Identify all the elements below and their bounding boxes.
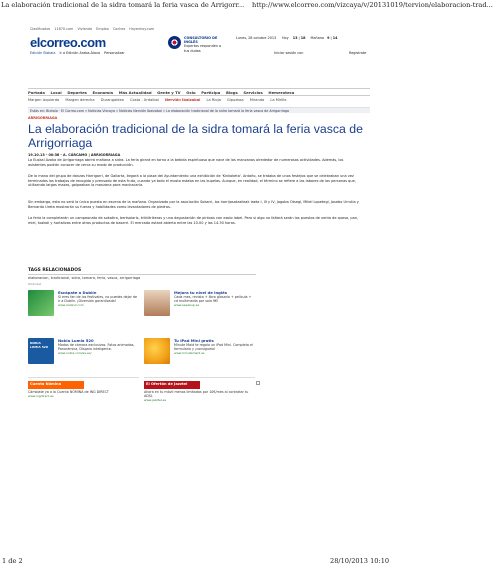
ad-url[interactable]: www.nokia.com/es-es/ bbox=[58, 351, 92, 356]
article-paragraph-1: De la mano del grupo de danzas Harrigorri, de Gallarta, llegará a la plaza del Ayuntamiento una exhibición de 'Kinkoketa'. Antaño, se trataba de unos festejos que se celebraban una vez terminados los trabajos de recogida y prensado de esta fruta, cuando ya todo el mosto estaba en las kupelas. Aunque, en realidad, el término se refiere a las labores de las personas que, utilizando largas mazas, golpeaban la manzana para machacarla. bbox=[28, 174, 356, 187]
uk-flag-icon bbox=[168, 36, 181, 49]
ad-thumb bbox=[28, 290, 54, 316]
weather-tomorrow-label: Mañana bbox=[310, 36, 325, 40]
ad-nokia[interactable] bbox=[28, 338, 139, 370]
print-header bbox=[0, 0, 493, 14]
topnav-link[interactable]: Vivienda bbox=[77, 27, 93, 31]
weather-widget[interactable]: Hoy 13 | 18 Mañana 9 | 14 bbox=[282, 36, 338, 40]
ad-desc: Minute Maid te regala un iPad Mini. Completa el formulario y ¡consíguelo! bbox=[174, 343, 253, 352]
page bbox=[28, 25, 370, 545]
nav-item[interactable]: Blogs bbox=[225, 90, 238, 96]
ad-banner bbox=[144, 381, 200, 389]
article-paragraph-2: Sin embargo, esta no será la única puesta en escena de la mañana. Organizado por la asociación Sokarri, los harrijasotzaileak Iaeta I, III y IV, Jagoba Otsegi, Mikel Lopetegi, Josebo Urrutia y Bernardo Ureta mostrarán su fuerza y habilidades como levantadores de piedras. bbox=[28, 200, 359, 209]
ad-url[interactable]: www.ingdirect.es bbox=[28, 394, 54, 399]
topnav-link[interactable]: Clasificados bbox=[30, 27, 51, 31]
subnav-item[interactable]: Costa - Urdaibai bbox=[130, 98, 159, 102]
topnav-link[interactable]: 11870.com bbox=[54, 27, 74, 31]
topnav-link[interactable]: Coches bbox=[112, 27, 126, 31]
nav-item[interactable]: Ocio bbox=[186, 90, 196, 96]
ad-url[interactable]: www.ireland.com bbox=[58, 303, 84, 308]
ad-desc: Modos de cámara exclusivos. Fotos animadas, Panorámica, Disparo inteligente. bbox=[58, 343, 135, 352]
print-page-number: 1 de 2 bbox=[2, 557, 23, 565]
weather-today-min: 13 bbox=[292, 36, 298, 40]
ad-title[interactable]: Mejora tu nivel de inglés bbox=[174, 290, 228, 295]
print-url: http://www.elcorreo.com/vizcaya/v/20131019/tervion/elaboracion-trad... bbox=[252, 1, 493, 9]
current-date: Lunes, 28 octubre 2013 bbox=[236, 36, 277, 40]
ad-title[interactable]: Tu iPad Mini gratis bbox=[174, 338, 214, 343]
ad-title[interactable]: El Ofertón de Jazztel bbox=[146, 381, 188, 386]
register-link[interactable]: Registrate bbox=[349, 51, 367, 55]
nav-item[interactable]: Participa bbox=[201, 90, 221, 96]
breadcrumb[interactable]: Estás en: Bizkaia · El Correo.com » Noticias Vizcaya » Noticias Nervión Ibaizabal » La elaboración tradicional de la sidra tomará la feria vasca de Arrigorriaga bbox=[28, 107, 370, 113]
ad-ipad[interactable] bbox=[144, 338, 255, 370]
subnav-item[interactable]: Durangaldea bbox=[100, 98, 124, 102]
promo-subtitle: Expertos responden a tus dudas bbox=[184, 44, 222, 53]
nav-item[interactable]: Economía bbox=[92, 90, 114, 96]
weather-today-label: Hoy bbox=[282, 36, 289, 40]
ad-jazztel[interactable] bbox=[144, 377, 255, 407]
ad-banner bbox=[28, 381, 84, 389]
subnav-item[interactable]: Margen izquierda bbox=[28, 98, 60, 102]
ad-speakup[interactable] bbox=[144, 290, 255, 322]
edition-bar bbox=[30, 51, 125, 55]
ad-title[interactable]: Nokia Lumia 520 bbox=[58, 338, 94, 343]
ads-label: Publicidad bbox=[28, 283, 42, 286]
tags-list[interactable]: elaboracion, tradicional, sidra, tomara, feria, vasca, arrigorriaga bbox=[28, 276, 141, 280]
tags-title: TAGS RELACIONADOS bbox=[28, 268, 256, 275]
nav-item[interactable]: Servicios bbox=[243, 90, 263, 96]
ad-thumb: NOKIA LUMIA 520 bbox=[28, 338, 54, 364]
promo-title: CONSULTORIO DE INGLÉS bbox=[184, 36, 218, 45]
weather-today-max: 18 bbox=[300, 36, 306, 40]
ad-desc: Cada mes, revista + libro glosario + película + cd multimedia por solo 9€! bbox=[174, 295, 252, 304]
article-paragraph-3: La feria la completarán un campeonato de sokatira, bertsolaris, triktitrikeras y una degustación de pintxos con exolo label. Pero si algo no faltará serán los puestos de venta de queso, pan, miel, txakoli y hortalizas entre otros productos de baserri. El mercado estará abierto entre las 10.00 y las 14.30 horas. bbox=[28, 216, 359, 225]
ad-url[interactable]: www.jazztel.es bbox=[144, 398, 167, 403]
subnav-item[interactable]: La Rioja bbox=[206, 98, 221, 102]
ad-ing[interactable] bbox=[28, 377, 139, 407]
section-tag[interactable]: ARRIGORRIAGA bbox=[28, 116, 58, 120]
print-title: La elaboración tradicional de la sidra tomará la feria vasca de Arrigorr... bbox=[1, 1, 245, 9]
topnav-link[interactable]: Empleo bbox=[96, 27, 109, 31]
ad-desc: Ahora en tu móvil menos limitados por 10€/mes al contratar tu ADSL bbox=[144, 390, 249, 399]
ad-body bbox=[58, 338, 139, 355]
weather-tomorrow-min: 9 bbox=[327, 36, 330, 40]
nav-item[interactable]: Hemeroteca bbox=[268, 90, 295, 96]
ad-thumb bbox=[144, 290, 170, 316]
ad-desc: Si eres fan de los festivales, no puedes dejar de ir a Dublín. ¡Diversión garantizada! bbox=[58, 295, 138, 304]
nav-item[interactable]: Portada bbox=[28, 90, 45, 96]
signin-link[interactable]: Iniciar sesión con bbox=[274, 51, 304, 55]
ad-body bbox=[144, 390, 255, 402]
ad-title[interactable]: Cuenta Nómina bbox=[30, 381, 62, 386]
subnav-item[interactable]: Miranda bbox=[249, 98, 265, 102]
subnav-item-active[interactable]: Nervión Ibaizabal bbox=[164, 98, 201, 102]
edition-switch-link[interactable]: Ir a Edición Araba-Álava bbox=[59, 51, 101, 55]
nav-item[interactable]: Más Actualidad bbox=[118, 90, 152, 96]
ad-thumb bbox=[144, 338, 170, 364]
topnav-link[interactable]: Hoyenhoy.com bbox=[129, 27, 155, 31]
personalize-link[interactable]: Personalizar bbox=[104, 51, 125, 55]
nav-item[interactable]: Local bbox=[50, 90, 62, 96]
edition-current: Edición Bizkaia bbox=[30, 51, 56, 55]
ad-body bbox=[174, 338, 255, 355]
ad-desc: Cámbiate ya a la Cuenta NÓMINA de ING DIRECT bbox=[28, 390, 109, 394]
article-byline: 19.10.13 - 00:36 - A. CÁRCAMO | ARRIGORRIAGA bbox=[28, 153, 121, 157]
ad-url[interactable]: www.minutemaid.es bbox=[174, 351, 205, 356]
subnav-item[interactable]: La Mirilla bbox=[270, 98, 287, 102]
nav-item[interactable]: Deportes bbox=[67, 90, 87, 96]
site-logo[interactable]: elcorreo.com bbox=[30, 35, 106, 50]
english-promo[interactable] bbox=[184, 36, 226, 53]
ad-title[interactable]: Escápate a Dublín bbox=[58, 290, 97, 295]
main-nav bbox=[28, 88, 370, 96]
article-headline: La elaboración tradicional de la sidra tomará la feria vasca de Arrigorriaga bbox=[28, 122, 363, 150]
weather-tomorrow-max: 14 bbox=[332, 36, 338, 40]
nav-item[interactable]: Gente y TV bbox=[157, 90, 181, 96]
article-lead: La Euskal Azoka de Arrigorriaga abrirá mañana a sidra. La feria girará en torno a la bebida espirituosa que nace de las manzanas alrededor de numerosas actividades. Además, los asistentes podrán conocer de cerca su modo de producción. bbox=[28, 158, 344, 167]
ad-dublin[interactable] bbox=[28, 290, 139, 322]
ad-body bbox=[28, 390, 139, 398]
sub-nav bbox=[28, 97, 370, 104]
top-nav bbox=[30, 27, 157, 31]
ad-body bbox=[174, 290, 255, 307]
subnav-item[interactable]: Margen derecha bbox=[65, 98, 95, 102]
ad-url[interactable]: www.speakup.es bbox=[174, 303, 200, 308]
print-datetime: 28/10/2013 10:10 bbox=[330, 557, 390, 565]
subnav-item[interactable]: Gipuzkoa bbox=[226, 98, 244, 102]
ad-body bbox=[58, 290, 139, 307]
share-icon[interactable] bbox=[256, 372, 260, 391]
